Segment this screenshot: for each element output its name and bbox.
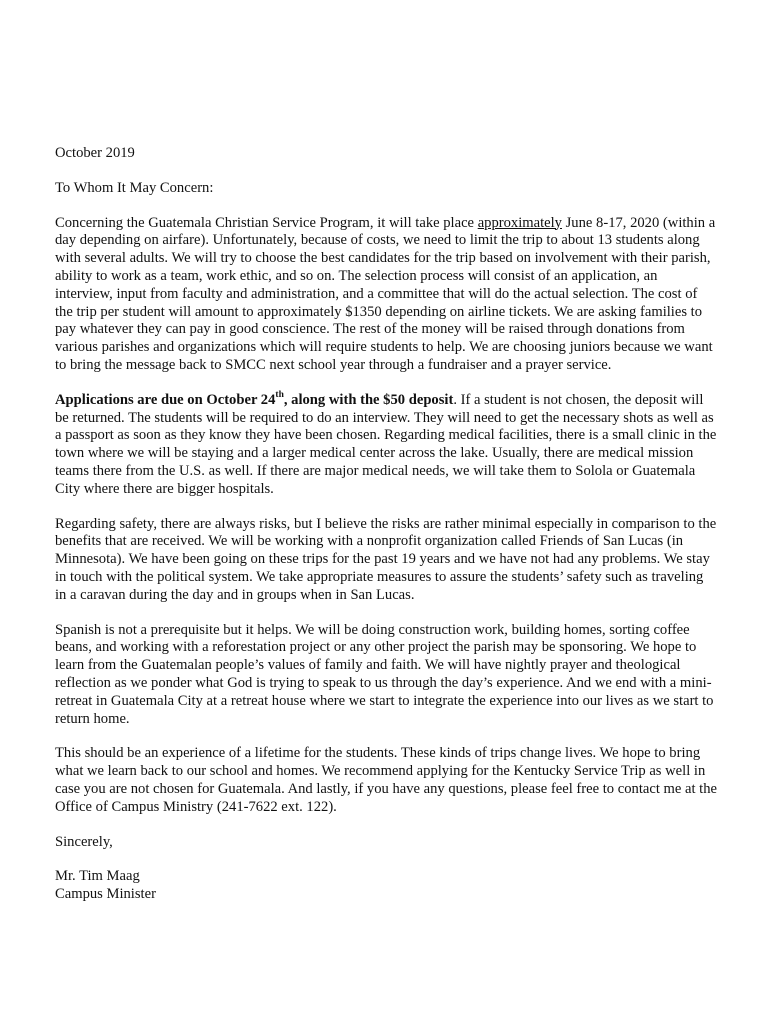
deadline-text: Applications are due on October 24 — [55, 391, 276, 408]
p1-underlined-word: approximately — [477, 214, 562, 231]
signer-title: Campus Minister — [55, 886, 156, 903]
applications-deadline — [55, 389, 454, 408]
signature-block — [55, 868, 717, 904]
p1-text-after: June 8-17, 2020 (within a day depending on airfare). Unfortunately, because of costs, we need to limit the trip to about 13 students along with several adults. We will try to choose the best candidates for the trip based on involvement with their parish, ability to work as a team, work ethic, and so on. The selection process will consist of an application, an interview, input from faculty and administration, and a committee that will do the actual selection. The cost of the trip per student will amount to approximately $1350 depending on airline tickets. We are asking families to pay whatever they can pay in good conscience. The rest of the money will be raised through donations from various parishes and organizations which will require students to help. We are choosing juniors because we want to bring the message back to SMCC next school year through a fundraiser and a prayer service. — [55, 214, 716, 373]
paragraph-applications — [55, 389, 717, 499]
p1-text-before: Concerning the Guatemala Christian Service Program, it will take place — [55, 214, 478, 231]
paragraph-safety: Regarding safety, there are always risks, but I believe the risks are rather minimal especially in comparison to the benefits that are received. We will be working with a nonprofit organization called Friends of San Lucas (in Minnesota). We have been going on these trips for the past 19 years and we have not had any problems. We stay in touch with the political system. We take appropriate measures to assure the students’ safety such as traveling in a caravan during the day and in groups when in San Lucas. — [55, 515, 717, 603]
signer-name: Mr. Tim Maag — [55, 868, 140, 885]
letter-date: October 2019 — [55, 145, 135, 161]
letter-body — [55, 145, 717, 904]
paragraph-program-overview — [55, 215, 717, 375]
letter-closing: Sincerely, — [55, 833, 113, 850]
paragraph-activities: Spanish is not a prerequisite but it helps. We will be doing construction work, building homes, sorting coffee beans, and working with a reforestation project or any other project the parish may be sponsoring. We hope to learn from the Guatemalan people’s values of family and faith. We will have nightly prayer and theological reflection as we ponder what God is trying to speak to us through the day’s experience. And we end with a mini-retreat in Guatemala City at a retreat house where we start to integrate the experience into our lives as we start to return home. — [55, 621, 714, 727]
p2-rest: . If a student is not chosen, the deposit will be returned. The students will be required to do an interview. They will need to get the necessary shots as well as a passport as soon as they know they have been chosen. Regarding medical facilities, there is a small clinic in the town where we will be staying and a larger medical center across the lake. Usually, there are medical mission teams there from the U.S. as well. If there are major medical needs, we will take them to Solola or Guatemala City where there are bigger hospitals. — [55, 391, 717, 497]
paragraph-closing-remarks: This should be an experience of a lifetime for the students. These kinds of trips change lives. We hope to bring what we learn back to our school and homes. We recommend applying for the Kentucky Service Trip as well in case you are not chosen for Guatemala. And lastly, if you have any questions, please feel free to contact me at the Office of Campus Ministry (241-7622 ext. 122). — [55, 745, 718, 815]
deposit-text: , along with the $50 deposit — [283, 391, 454, 408]
letter-salutation: To Whom It May Concern: — [55, 179, 214, 196]
deadline-ordinal: th — [275, 389, 284, 400]
